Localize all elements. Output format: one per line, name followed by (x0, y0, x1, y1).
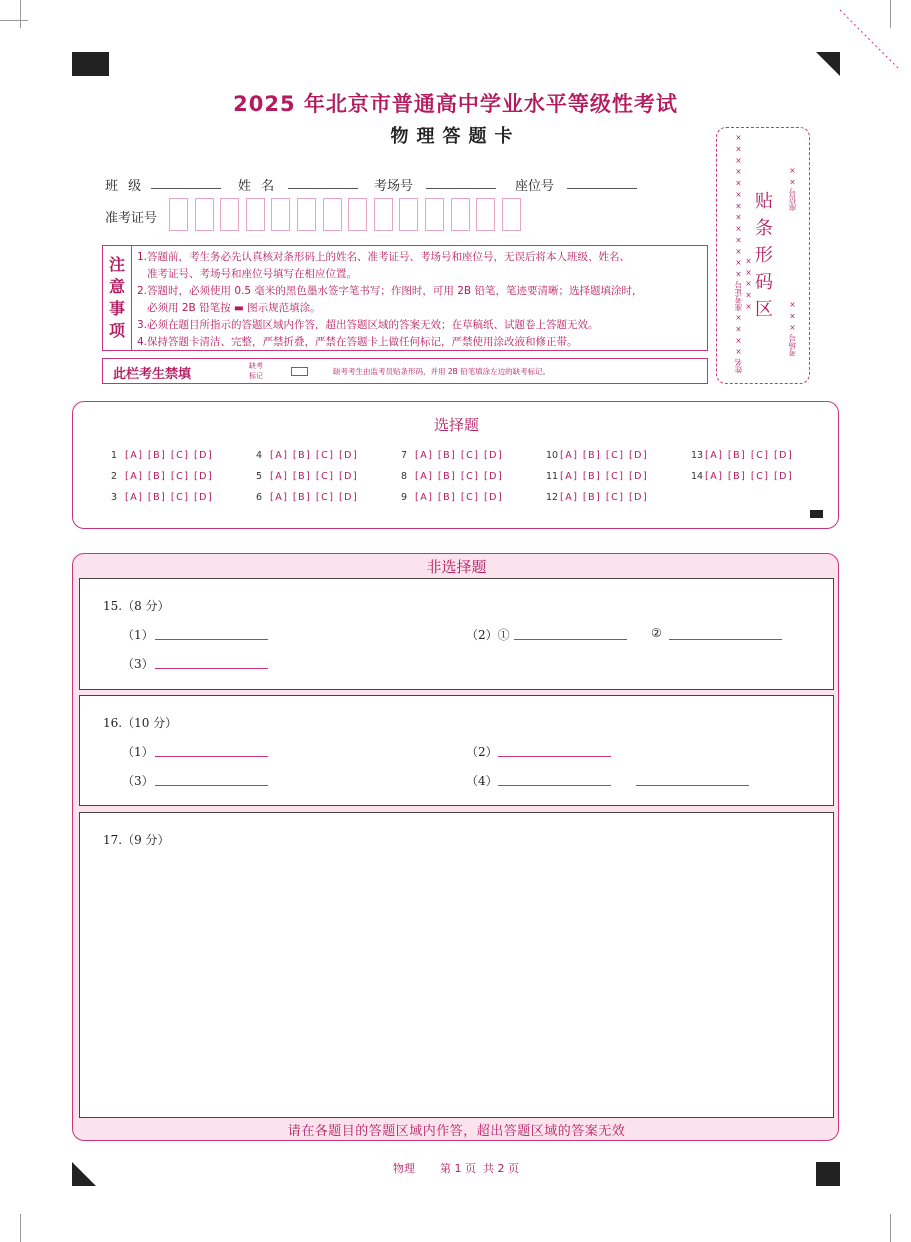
q15-part1-label: （1） (122, 628, 154, 642)
class-label: 班 级 (105, 179, 145, 194)
choice-question-2[interactable] (111, 471, 213, 482)
exam-id-digit-box[interactable] (323, 198, 342, 231)
choice-title: 选择题 (433, 416, 479, 434)
choice-options[interactable]: [A] [B] [C] [D] (270, 471, 359, 482)
choice-question-8[interactable] (401, 471, 503, 482)
absent-label: 此栏考生禁填 (113, 367, 192, 382)
q16-part2-line[interactable] (498, 756, 611, 757)
choice-options[interactable]: [A] [B] [C] [D] (270, 492, 359, 503)
choice-timing-mark (810, 510, 823, 518)
choice-question-number: 6 (256, 492, 263, 503)
exam-id-digit-box[interactable] (348, 198, 367, 231)
q15-part3-label: （3） (122, 657, 154, 671)
exam-id-digit-box[interactable] (399, 198, 418, 231)
q15-part3-line[interactable] (155, 668, 268, 669)
room-label: 考场号 (374, 179, 414, 194)
choice-question-10[interactable] (546, 450, 648, 461)
crop-mark-bl (20, 1214, 21, 1242)
notice-line: 3.必须在题目所指示的答题区域内作答，超出答题区域的答案无效；在草稿纸、试题卷上答题无效。 (137, 319, 599, 331)
choice-question-4[interactable] (256, 450, 358, 461)
footer-page-info: 第 1 页 共 2 页 (440, 1162, 519, 1175)
barcode-title (753, 188, 775, 323)
crop-mark-br (890, 1214, 891, 1242)
choice-question-12[interactable] (546, 492, 648, 503)
choice-question-number: 9 (401, 492, 408, 503)
q15-label: 15.（8 分） (103, 599, 170, 613)
choice-question-number: 8 (401, 471, 408, 482)
choice-question-number: 10 (546, 450, 559, 461)
name-label: 姓 名 (238, 179, 278, 194)
notice-line: 4.保持答题卡清洁、完整，严禁折叠，严禁在答题卡上做任何标记，严禁使用涂改液和修正带。 (137, 336, 578, 348)
notice-line: 准考证号、考场号和座位号填写在相应位置。 (137, 268, 358, 280)
exam-id-digit-box[interactable] (297, 198, 316, 231)
choice-question-number: 1 (111, 450, 118, 461)
corner-marker-top-left (72, 52, 109, 76)
choice-question-number: 12 (546, 492, 559, 503)
choice-options[interactable]: [A] [B] [C] [D] (415, 450, 504, 461)
q16-part1-line[interactable] (155, 756, 268, 757)
barcode-title-char: 码 (755, 272, 773, 293)
notice-heading-char: 项 (108, 321, 125, 340)
choice-question-number: 7 (401, 450, 408, 461)
barcode-text-exam-id: 准考证号 × × × × × × × × × × × × × × × × × × (734, 133, 753, 311)
q17-label: 17.（9 分） (103, 833, 170, 847)
q16-part4-line-2[interactable] (636, 785, 749, 786)
choice-question-6[interactable] (256, 492, 358, 503)
notice-line: 1.答题前，考生务必先认真核对条形码上的姓名、准考证号、考场号和座位号，无误后将本人班级、姓名、 (137, 251, 631, 263)
q15-part2-line-1[interactable] (514, 639, 627, 640)
notice-heading-char: 意 (108, 277, 125, 296)
choice-options[interactable]: [A] [B] [C] [D] (560, 471, 649, 482)
notice-heading (103, 246, 132, 350)
barcode-text-seat: 座位号 × × (788, 166, 797, 212)
exam-id-label: 准考证号 (105, 211, 158, 226)
choice-question-number: 2 (111, 471, 118, 482)
choice-options[interactable]: [A] [B] [C] [D] (705, 471, 794, 482)
q15-part1-line[interactable] (155, 639, 268, 640)
choice-options[interactable]: [A] [B] [C] [D] (415, 492, 504, 503)
notice-box (102, 245, 708, 351)
answer-box-q16[interactable] (79, 695, 834, 806)
choice-question-7[interactable] (401, 450, 503, 461)
corner-marker-bottom-left (72, 1162, 96, 1186)
class-field[interactable] (151, 188, 221, 189)
q15-part2-line-2[interactable] (669, 639, 782, 640)
choice-question-number: 13 (691, 450, 704, 461)
answer-box-q15[interactable] (79, 578, 834, 690)
exam-id-digit-box[interactable] (246, 198, 265, 231)
corner-marker-top-right (816, 52, 840, 76)
q15-part2-label: （2）① (466, 628, 510, 642)
exam-id-digit-box[interactable] (195, 198, 214, 231)
notice-line: 必须用 2B 铅笔按 ▬ 图示规范填涂。 (137, 302, 321, 314)
exam-id-digit-box[interactable] (451, 198, 470, 231)
q16-part4-line-1[interactable] (498, 785, 611, 786)
choice-question-14[interactable] (691, 471, 793, 482)
choice-options[interactable]: [A] [B] [C] [D] (125, 450, 214, 461)
choice-question-number: 11 (546, 471, 559, 482)
choice-options[interactable]: [A] [B] [C] [D] (560, 450, 649, 461)
q15-part2b-label: ② (651, 626, 662, 640)
card-subtitle: 物理答题卡 (390, 126, 521, 147)
exam-id-digit-box[interactable] (476, 198, 495, 231)
choice-question-number: 4 (256, 450, 263, 461)
exam-id-digit-box[interactable] (374, 198, 393, 231)
crop-mark-tl (20, 0, 21, 28)
barcode-title-char: 贴 (755, 191, 773, 212)
footer-subject: 物理 (393, 1162, 415, 1175)
absent-row (102, 358, 708, 384)
absent-mark-label-1: 缺考 (249, 362, 263, 370)
choice-question-11[interactable] (546, 471, 648, 482)
choice-options[interactable]: [A] [B] [C] [D] (125, 471, 214, 482)
exam-title: 2025 年北京市普通高中学业水平等级性考试 (233, 92, 678, 116)
absent-mark-label-2: 标记 (249, 372, 263, 380)
choice-question-13[interactable] (691, 450, 793, 461)
choice-options[interactable]: [A] [B] [C] [D] (270, 450, 359, 461)
absent-mark-box[interactable] (291, 367, 308, 376)
q16-label: 16.（10 分） (103, 716, 178, 730)
notice-heading-char: 注 (108, 255, 125, 274)
barcode-text-room: 考场号 × × × (788, 300, 797, 357)
choice-options[interactable]: [A] [B] [C] [D] (415, 471, 504, 482)
exam-id-digit-box[interactable] (271, 198, 290, 231)
choice-question-3[interactable] (111, 492, 213, 503)
choice-section (72, 401, 839, 529)
choice-options[interactable]: [A] [B] [C] [D] (705, 450, 794, 461)
notice-text (137, 249, 707, 351)
q16-part3-label: （3） (122, 774, 154, 788)
exam-id-digit-box[interactable] (220, 198, 239, 231)
choice-options[interactable]: [A] [B] [C] [D] (125, 492, 214, 503)
choice-question-1[interactable] (111, 450, 213, 461)
q16-part3-line[interactable] (155, 785, 268, 786)
choice-question-number: 3 (111, 492, 118, 503)
barcode-title-char: 条 (755, 218, 773, 239)
non-choice-title: 非选择题 (426, 558, 487, 576)
barcode-title-char: 区 (755, 299, 773, 320)
name-field[interactable] (288, 188, 358, 189)
corner-marker-bottom-right (816, 1162, 840, 1186)
room-field[interactable] (426, 188, 496, 189)
notice-line: 2.答题时，必须使用 0.5 毫米的黑色墨水签字笔书写；作图时，可用 2B 铅笔，笔迹要清晰；选择题填涂时， (137, 285, 643, 297)
exam-id-digit-box[interactable] (502, 198, 521, 231)
choice-question-9[interactable] (401, 492, 503, 503)
notice-heading-char: 事 (108, 299, 125, 318)
choice-question-number: 14 (691, 471, 704, 482)
barcode-title-char: 形 (755, 245, 773, 266)
choice-question-number: 5 (256, 471, 263, 482)
choice-options[interactable]: [A] [B] [C] [D] (560, 492, 649, 503)
non-choice-section (72, 553, 839, 1141)
barcode-area (716, 127, 810, 384)
answer-box-q17[interactable] (79, 812, 834, 1118)
q16-part4-label: （4） (466, 774, 498, 788)
footer-warning: 请在各题目的答题区域内作答，超出答题区域的答案无效 (287, 1124, 626, 1139)
barcode-text-name: 姓名 × × × × (734, 313, 743, 374)
tear-line (838, 8, 904, 74)
q16-part2-label: （2） (466, 745, 498, 759)
choice-question-5[interactable] (256, 471, 358, 482)
crop-mark-tl-h (0, 20, 28, 21)
seat-field[interactable] (567, 188, 637, 189)
exam-id-digit-box[interactable] (169, 198, 188, 231)
absent-note: 缺考考生由监考员贴条形码，并用 2B 铅笔填涂左边的缺考标记。 (333, 367, 551, 376)
seat-label: 座位号 (515, 179, 555, 194)
exam-id-digit-box[interactable] (425, 198, 444, 231)
q16-part1-label: （1） (122, 745, 154, 759)
